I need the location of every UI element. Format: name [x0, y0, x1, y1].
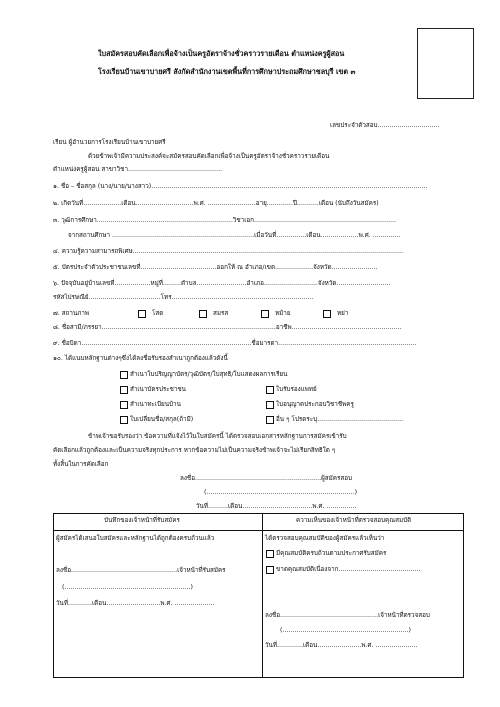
doc-transcript-checkbox[interactable]	[120, 371, 128, 379]
receiver-date-field[interactable]: วันที่............เดือน...........................พ.ศ. ....................	[56, 600, 215, 607]
applicant-number-field[interactable]: เลขประจำตัวสอบ...............................	[330, 122, 440, 129]
doc-name-change-label: ใบเปลี่ยนชื่อ/สกุล(ถ้ามี)	[130, 416, 194, 423]
qualified-checkbox[interactable]	[266, 550, 274, 558]
photo-box	[417, 28, 474, 99]
id-card-field[interactable]: ๕. บัตรประจำตัวประชาชนเลขที่......................................ออกให้ ณ อำเภอ/เขต...................จังหวัด.......................	[53, 264, 378, 271]
unqualified-reason-field[interactable]: ขาดคุณสมบัติเนื่องจาก.........................................	[276, 566, 421, 573]
status-married-label: สมรส	[213, 310, 229, 317]
checker-note: ได้ตรวจสอบคุณสมบัติของผู้สมัครแล้วเห็นว่า	[265, 535, 385, 542]
doc-transcript-label: สำเนาใบปริญญาบัตร/วุฒิบัตร/ใบสุทธิ/ใบแสดงผลการเรียน	[130, 371, 288, 378]
checker-date-field[interactable]: วันที่.............เดือน......................พ.ศ. .....................	[265, 642, 418, 649]
left-column-header: บันทึกของเจ้าหน้าที่รับสมัคร	[104, 517, 180, 524]
receiver-name-field[interactable]: (...............................................................)	[62, 584, 194, 591]
doc-medical-certificate-label: ใบรับรองแพทย์	[276, 386, 317, 393]
attachments-heading: ๑๐. ได้แนบหลักฐานต่างๆซึ่งได้ลงชื่อรับรองสำเนาถูกต้องแล้วดังนี้	[53, 355, 228, 362]
doc-other-checkbox[interactable]	[266, 416, 274, 424]
education-field[interactable]: ๓. วุฒิการศึกษา....................................................................วิชาเอก.......................................................................	[53, 217, 397, 224]
receiver-note: ผู้สมัครได้เสนอใบสมัครและหลักฐานได้ถูกต้องครบถ้วนแล้ว	[56, 535, 215, 542]
table-header-rule	[54, 530, 463, 531]
declaration-line-1: ข้าพเจ้าขอรับรองว่า ข้อความที่แจ้งไว้ในใบสมัครนี้ ได้ตรวจสอบเอกสารหลักฐานการสมัครเข้ารับ	[88, 433, 347, 440]
checker-signature-field[interactable]: ลงชื่อ.................................................เจ้าหน้าที่ตรวจสอบ	[265, 612, 430, 619]
parents-field[interactable]: ๙. ชื่อบิดา.....................................................................................ชื่อมารดา.....................................................................	[53, 340, 417, 347]
status-divorced-checkbox[interactable]	[323, 310, 331, 318]
receiver-signature-field[interactable]: ลงชื่อ.....................................................เจ้าหน้าที่รับสมัคร	[56, 567, 226, 574]
unqualified-checkbox[interactable]	[266, 566, 274, 574]
spouse-field[interactable]: ๘. ชื่อสามี/ภรรยา.......................................................................................อาชีพ.......................................................	[53, 324, 402, 331]
doc-teaching-license-checkbox[interactable]	[266, 401, 274, 409]
status-divorced-label: หย่า	[337, 310, 349, 317]
applicant-date-field[interactable]: วันที่..........เดือน...................................พ.ศ. ...............	[196, 503, 357, 510]
special-skills-field[interactable]: ๔. ความรู้ความสามารถพิเศษ.......................................................................................................................................	[53, 248, 403, 255]
doc-medical-certificate-checkbox[interactable]	[266, 386, 274, 394]
form-title-line2: โรงเรียนบ้านเขาบายศรี สังกัดสำนักงานเขตพื้นที่การศึกษาประถมศึกษาชลบุรี เขต ๓	[98, 67, 356, 76]
declaration-line-3: ทั้งสิ้นในการคัดเลือก	[53, 461, 109, 468]
status-single-label: โสด	[152, 310, 164, 317]
marital-status-label: ๗. สถานภาพ	[53, 310, 90, 317]
doc-other-label[interactable]: อื่น ๆ โปรดระบุ...........................................	[276, 416, 404, 423]
status-widowed-label: หม้าย	[275, 310, 291, 317]
institution-field[interactable]: จากสถานศึกษา .......................................................................เมื่อวันที่...............เดือน...................พ.ศ. ..............	[68, 232, 401, 239]
table-divider	[262, 514, 263, 677]
postal-phone-field[interactable]: รหัสไปรษณีย์....................................โทร.......................................................................	[53, 294, 314, 301]
declaration-line-2: คัดเลือกแล้วถูกต้องและเป็นความจริงทุกประการ หากข้อความไม่เป็นความจริงข้าพเจ้าจะไม่เรียกสิทธิใด ๆ	[53, 447, 336, 454]
name-field[interactable]: ๑. ชื่อ – ชื่อสกุล (นาง/นาย/นางสาว)..........................................................................................................................................	[53, 183, 428, 190]
doc-id-card-label: สำเนาบัตรประชาชน	[130, 386, 186, 393]
status-single-checkbox[interactable]	[138, 310, 146, 318]
status-married-checkbox[interactable]	[199, 310, 207, 318]
checker-name-field[interactable]: (...............................................................)	[280, 627, 412, 634]
address-field[interactable]: ๖. ปัจจุบันอยู่บ้านเลขที่..................หมู่ที่.........ตำบล.........................อำเภอ...........................จังหวัด...........................	[53, 280, 391, 287]
qualified-label: มีคุณสมบัติครบถ้วนตามประกาศรับสมัคร	[276, 550, 387, 557]
intro-line-1: ด้วยข้าพเจ้ามีความประสงค์จะสมัครสอบคัดเลือกเพื่อจ้างเป็นครูอัตราจ้างชั่วคราวรายเดือน	[88, 153, 330, 160]
subject-field[interactable]: ตำแหน่งครูผู้สอน สาขาวิชา...............................................	[53, 166, 223, 173]
doc-house-registration-label: สำเนาทะเบียนบ้าน	[130, 401, 181, 408]
birth-age-field[interactable]: ๒. เกิดวันที่...................เดือน.............................พ.ศ. ........................อายุ.............ปี...........เดือน (นับถึงวันสมัคร)	[53, 200, 379, 207]
doc-teaching-license-label: ใบอนุญาตประกอบวิชาชีพครู	[276, 401, 354, 408]
form-title-line1: ใบสมัครสอบคัดเลือกเพื่อจ้างเป็นครูอัตราจ้างชั่วคราวรายเดือน ตำแหน่งครูผู้สอน	[98, 49, 345, 58]
right-column-header: ความเห็นของเจ้าหน้าที่ตรวจสอบคุณสมบัติ	[296, 517, 412, 524]
applicant-signature-field[interactable]: ลงชื่อ...............................................................ผู้สมัครสอบ	[180, 475, 352, 482]
salutation: เรียน ผู้อำนวยการโรงเรียนบ้านเขาบายศรี	[53, 139, 166, 146]
applicant-name-field[interactable]: (..........................................................................)	[204, 489, 358, 496]
status-widowed-checkbox[interactable]	[261, 310, 269, 318]
doc-id-card-checkbox[interactable]	[120, 386, 128, 394]
doc-house-registration-checkbox[interactable]	[120, 401, 128, 409]
doc-name-change-checkbox[interactable]	[120, 416, 128, 424]
